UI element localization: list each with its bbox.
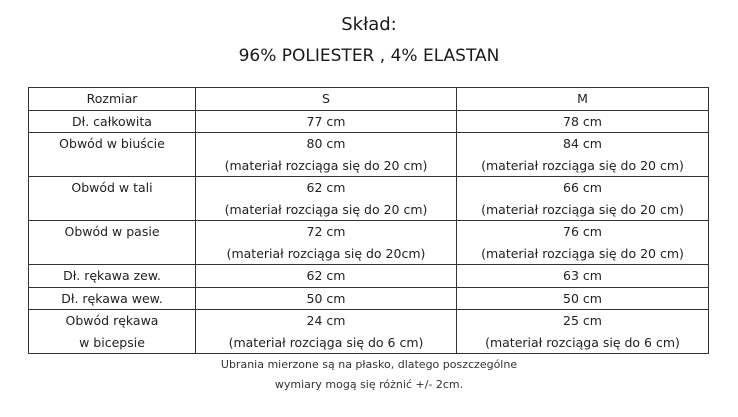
row-label-cell — [29, 177, 196, 221]
table-row — [29, 265, 709, 288]
cell-text: 50 cm — [563, 290, 602, 306]
size-table-body — [29, 88, 709, 354]
table-row — [29, 221, 709, 265]
cell-text: (materiał rozciąga się do 20 cm) — [224, 157, 428, 173]
cell-text: 66 cm — [563, 180, 602, 195]
header-label: M — [577, 91, 588, 106]
cell-text: (materiał rozciąga się do 20 cm) — [481, 157, 684, 173]
size-s-cell — [196, 265, 457, 288]
cell-text: Obwód w biuście — [59, 136, 165, 151]
size-s-cell — [196, 110, 457, 133]
cell-text: (materiał rozciąga się do 6 cm) — [228, 334, 424, 350]
cell-text: Dł. rękawa wew. — [61, 290, 163, 306]
row-label-cell — [29, 287, 196, 310]
cell-text: w bicepsie — [79, 334, 145, 350]
cell-text: Dł. całkowita — [72, 113, 152, 129]
row-label-cell — [29, 110, 196, 133]
size-s-cell — [196, 177, 457, 221]
measurement-note-line-1: Ubrania mierzone są na płasko, dlatego poszczególne — [220, 358, 518, 371]
size-s-cell — [196, 221, 457, 265]
cell-text: 62 cm — [306, 268, 346, 283]
cell-text: Dł. rękawa zew. — [63, 268, 161, 283]
cell-text: 80 cm — [306, 136, 346, 151]
title-heading: Skład: — [341, 14, 397, 35]
size-s-cell — [196, 310, 457, 354]
cell-text: 78 cm — [563, 113, 602, 129]
header-cell-s — [196, 88, 457, 111]
size-m-cell — [457, 310, 709, 354]
header-cell-m — [457, 88, 709, 111]
cell-text: 50 cm — [306, 290, 346, 306]
size-m-cell — [457, 287, 709, 310]
cell-text: 62 cm — [306, 180, 346, 195]
composition-heading: 96% POLIESTER , 4% ELASTAN — [238, 46, 500, 66]
header-label: Rozmiar — [86, 91, 138, 106]
size-m-cell — [457, 177, 709, 221]
cell-text: Obwód w pasie — [64, 224, 160, 239]
cell-text: 84 cm — [563, 136, 602, 151]
table-row — [29, 287, 709, 310]
cell-text: (materiał rozciąga się do 20 cm) — [224, 201, 428, 217]
table-row — [29, 133, 709, 177]
cell-text: (materiał rozciąga się do 20 cm) — [481, 245, 684, 261]
size-m-cell — [457, 133, 709, 177]
row-label-cell — [29, 221, 196, 265]
cell-text: 25 cm — [563, 313, 602, 328]
table-row — [29, 110, 709, 133]
size-m-cell — [457, 265, 709, 288]
size-table — [28, 87, 709, 354]
size-m-cell — [457, 221, 709, 265]
cell-text: Obwód rękawa — [65, 313, 159, 328]
cell-text: 24 cm — [306, 313, 346, 328]
row-label-cell — [29, 133, 196, 177]
header-cell-size — [29, 88, 196, 111]
row-label-cell — [29, 310, 196, 354]
cell-text: (materiał rozciąga się do 20 cm) — [481, 201, 684, 217]
cell-text: 63 cm — [563, 268, 602, 283]
table-header-row — [29, 88, 709, 111]
size-m-cell — [457, 110, 709, 133]
table-row — [29, 310, 709, 354]
cell-text: Obwód w tali — [71, 180, 153, 195]
row-label-cell — [29, 265, 196, 288]
table-row — [29, 177, 709, 221]
size-s-cell — [196, 133, 457, 177]
cell-text: 72 cm — [306, 224, 346, 239]
size-s-cell — [196, 287, 457, 310]
measurement-note-line-2: wymiary mogą się różnić +/- 2cm. — [274, 378, 464, 391]
cell-text: 77 cm — [306, 113, 346, 129]
header-label: S — [322, 91, 330, 106]
cell-text: (materiał rozciąga się do 20cm) — [226, 245, 426, 261]
cell-text: 76 cm — [563, 224, 602, 239]
cell-text: (materiał rozciąga się do 6 cm) — [485, 334, 680, 350]
